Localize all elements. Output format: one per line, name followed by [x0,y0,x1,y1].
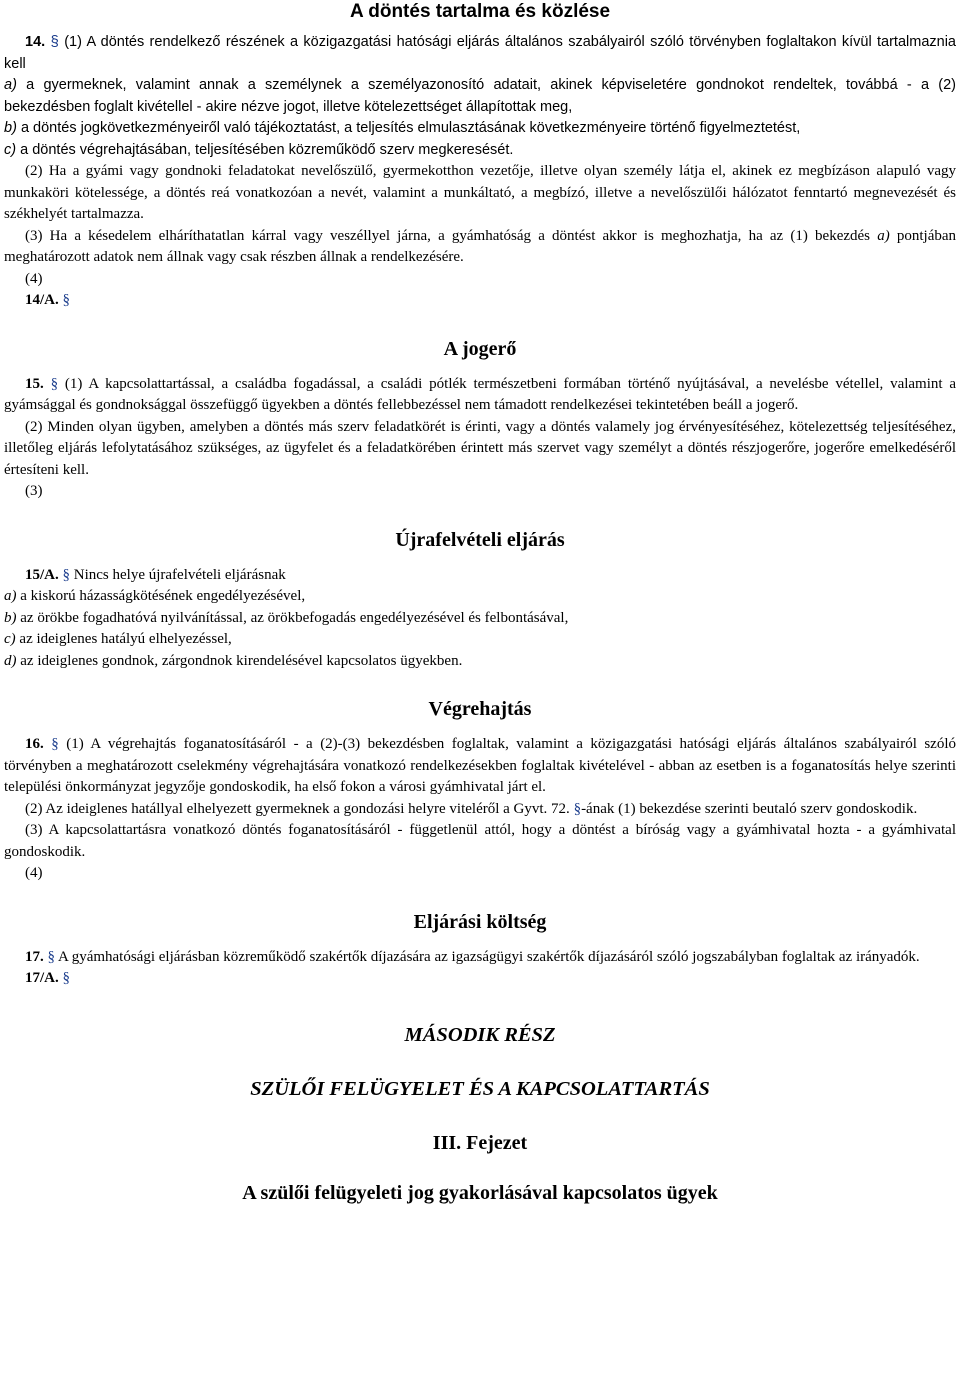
item-label: c) [4,631,16,647]
item-text: az örökbe fogadhatóvá nyilvánítással, az örökbefogadás engedélyezésével és felbontásával, [20,609,569,626]
paragraph-text-part: (2) Az ideiglenes hatállyal elhelyezett gyermeknek a gondozási helyre viteléről a Gyvt. 72. [25,800,570,817]
paragraph-number: 14. [25,34,46,50]
paragraph-15 [4,374,956,417]
paragraph-link-icon[interactable]: § [50,33,59,50]
paragraph-subsection: (4) [25,270,43,287]
paragraph-text: (2) Ha a gyámi vagy gondnoki feladatokat nevelőszülő, gyermekotthon vezetője, illetve olyan személy látja el, akinek ez megbízáson alapuló vagy munkaköri kötelessége, a döntés reá vonatkozóan a nevét, valamint a munkáltató, a megbízó, illetve a nevelőszülői hálózatot fenntartó megnevezését és székhelyét tartalmazza. [4,163,956,222]
item-text: az ideiglenes gondnok, zárgondnok kirendelésével kapcsolatos ügyekben. [20,652,463,669]
paragraph-number: 17/A. [25,970,59,986]
chapter-title: III. Fejezet [432,1131,528,1154]
item-reference: a) [877,227,890,244]
paragraph-text-part: pontjában meghatározott adatok nem állnak vagy csak részben állnak a rendelkezésére. [4,227,957,265]
paragraph-link-icon[interactable]: § [50,375,59,392]
paragraph-17a [4,968,956,990]
item-text: a döntés jogkövetkezményeiről való tájékoztatást, a teljesítés elmulasztásának következményeire történő figyelmeztetést, [20,120,801,136]
paragraph-number: 15/A. [25,566,59,583]
paragraph-number: 17. [25,948,44,965]
list-item [4,586,956,608]
paragraph-text [4,226,956,269]
item-text: az ideiglenes hatályú elhelyezéssel, [19,631,232,647]
paragraph-text-part: (3) Ha a késedelem elháríthatatlan kárral vagy veszéllyel járna, a gyámhatóság a döntést akkor is meghozhatja, ha az (1) bekezdés [25,227,871,244]
paragraph-text: (1) A kapcsolattartással, a családba fogadással, a családi pótlék természetbeni formában történő nyújtásával, a nevelésbe vétellel, valamint a gyámsággal és gondnoksággal összefüggő ügyekben a döntés fellebbezéssel nem támadott rendelkezései tekintetében beáll a jogerő. [4,375,957,413]
paragraph-text: (3) A kapcsolattartásra vonatkozó döntés foganatosításáról - függetlenül attól, hogy a döntést a bíróság vagy a gyámhivatal hozta - a gyámhivatal gondoskodik. [4,822,956,860]
paragraph-15a [4,565,956,587]
item-label: a) [4,588,17,604]
paragraph-text-part: -ának (1) bekezdése szerinti beutaló szerv gondoskodik. [581,800,918,817]
item-text: a kiskorú házasságkötésének engedélyezésével, [20,588,306,604]
item-label: b) [4,120,17,136]
paragraph-link-icon[interactable]: § [62,970,70,986]
paragraph-text [4,799,956,821]
item-text: a döntés végrehajtásában, teljesítésében közreműködő szerv megkeresését. [20,141,514,158]
item-label: c) [4,141,17,158]
paragraph-link-icon[interactable]: § [51,736,59,752]
paragraph-link-icon[interactable]: § [47,948,55,965]
part-subtitle: SZÜLŐI FELÜGYELET ÉS A KAPCSOLATTARTÁS [250,1077,710,1100]
item-label: a) [4,77,17,93]
paragraph-text: (2) Minden olyan ügyben, amelyben a döntés más szerv feladatkörét is érinti, vagy a döntés valamely jog érvényesítéséhez, kötelezettség teljesítéséhez, illetőleg eljárás lefolytatásához szükséges, az ügyfelet és a feladatkörében érintett más szervet vagy személyt a döntés részjogerőre, jogerőre emelkedéséről értesíteni kell. [4,418,956,478]
section-title-finality: A jogerő [443,337,517,360]
paragraph-text: Nincs helye újrafelvételi eljárásnak [73,566,286,583]
list-item [4,651,956,673]
paragraph-16 [4,734,956,799]
paragraph-number: 16. [25,736,44,752]
section-title-enforcement: Végrehajtás [428,698,532,720]
section-title-decision-content: A döntés tartalma és közlése [349,1,611,22]
part-title: MÁSODIK RÉSZ [404,1023,556,1046]
list-item [4,608,956,630]
section-title-retrial: Újrafelvételi eljárás [395,528,565,551]
paragraph-subsection: (3) [25,483,43,499]
paragraph-link-icon[interactable]: § [62,292,70,308]
paragraph-text: (1) A döntés rendelkező részének a közigazgatási hatósági eljárás általános szabályairól szóló törvényben foglaltakon kívül tartalmaznia kell [4,34,956,72]
paragraph-link-icon[interactable]: § [62,566,70,583]
chapter-subtitle: A szülői felügyeleti jog gyakorlásával kapcsolatos ügyek [242,1181,718,1204]
section-title-procedural-costs: Eljárási költség [413,910,547,933]
paragraph-text: (1) A végrehajtás foganatosításáról - a (2)-(3) bekezdésben foglaltak, valamint a közigazgatási hatósági eljárás általános szabályairól szóló törvényben a meghatározott cselekmény végrehajtására vonatkozó rendelkezésekben foglaltak kivételével - abban az esetben is a foganatosítás helye szerinti települési önkormányzat jegyzője gondoskodik, ha első fokon a városi gyámhivatal járt el. [4,736,957,795]
paragraph-number: 14/A. [25,292,59,308]
paragraph-subsection: (4) [25,865,43,881]
paragraph-14a [4,290,956,312]
paragraph-17 [4,947,956,969]
paragraph-14 [4,31,956,161]
paragraph-text: A gyámhatósági eljárásban közreműködő szakértők díjazására az igazságügyi szakértők díjazásáról szóló jogszabályban foglaltak az irányadók. [57,948,920,965]
paragraph-link-icon[interactable]: § [573,800,582,817]
item-text: a gyermeknek, valamint annak a személynek a személyazonosító adatait, akinek képviseletére gondnokot rendeltek, továbbá - a (2) bekezdésben foglalt kivétellel - akire nézve jogot, illetve kötelezettséget állapítottak meg, [4,77,956,115]
list-item [4,629,956,651]
paragraph-number: 15. [25,375,44,392]
item-label: b) [4,609,17,626]
document-page [4,0,956,1210]
item-label: d) [4,652,17,669]
